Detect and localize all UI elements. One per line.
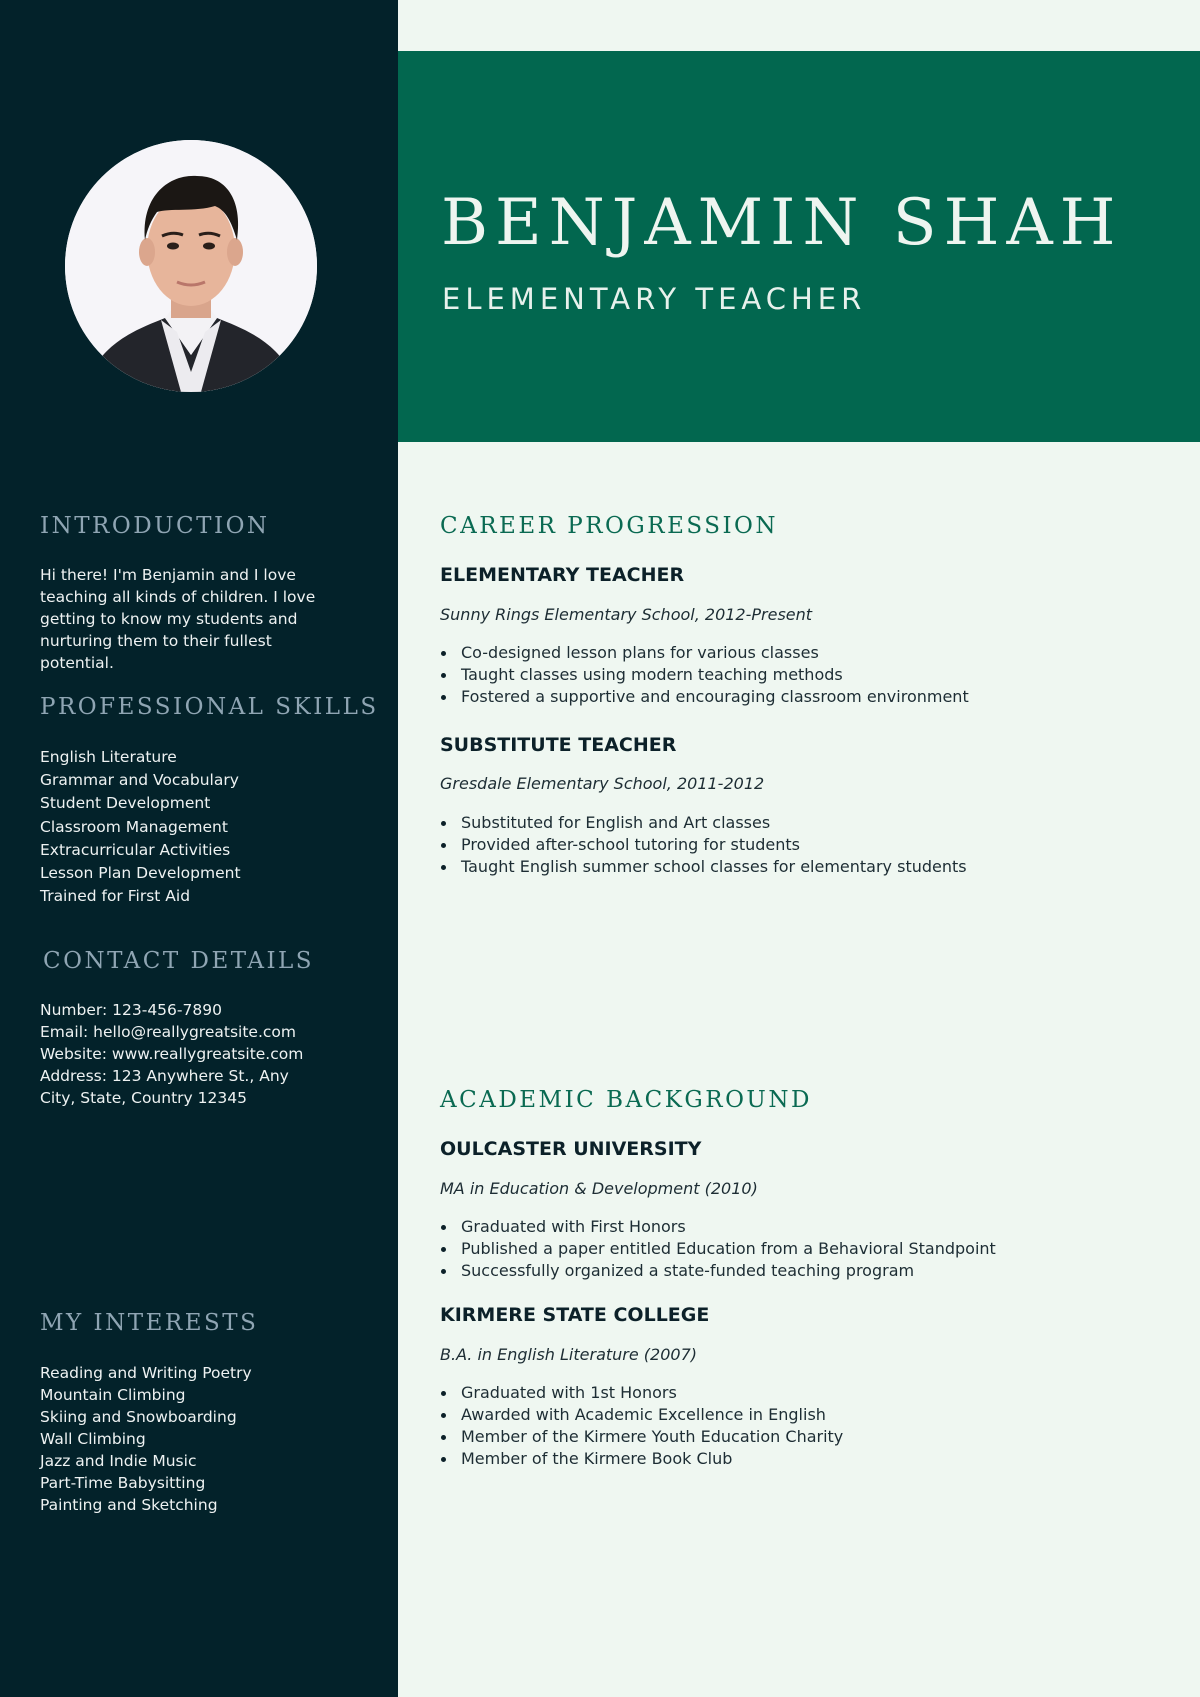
interest-item: Jazz and Indie Music [40, 1452, 197, 1470]
contact-number: Number: 123-456-7890 [40, 1001, 222, 1019]
interest-item: Painting and Sketching [40, 1496, 218, 1514]
skill-item: Grammar and Vocabulary [40, 771, 239, 790]
job-bullet: Taught English summer school classes for elementary students [440, 856, 967, 878]
job-bullets [440, 642, 969, 708]
job-bullet: Provided after-school tutoring for students [440, 834, 967, 856]
interest-item: Mountain Climbing [40, 1386, 186, 1404]
interests-heading: MY INTERESTS [40, 1310, 259, 1336]
job-bullet: Taught classes using modern teaching methods [440, 664, 969, 686]
profile-photo [65, 140, 317, 392]
job-title: ELEMENTARY TEACHER [440, 564, 685, 586]
job-bullet: Fostered a supportive and encouraging classroom environment [440, 686, 969, 708]
school-bullet: Published a paper entitled Education from a Behavioral Standpoint [440, 1238, 996, 1260]
job-bullets [440, 812, 967, 878]
introduction-text: Hi there! I'm Benjamin and I love teaching all kinds of children. I love getting to know my students and nurturing them to their fullest potential. [40, 566, 316, 672]
school-bullet: Member of the Kirmere Book Club [440, 1448, 843, 1470]
job-subtitle: Gresdale Elementary School, 2011-2012 [440, 774, 765, 793]
school-bullet: Member of the Kirmere Youth Education Charity [440, 1426, 843, 1448]
school-bullet: Graduated with First Honors [440, 1216, 996, 1238]
school-title: OULCASTER UNIVERSITY [440, 1138, 702, 1160]
skills-heading: PROFESSIONAL SKILLS [40, 694, 379, 720]
introduction-heading: INTRODUCTION [40, 513, 270, 539]
school-subtitle: MA in Education & Development (2010) [440, 1179, 758, 1198]
academic-heading: ACADEMIC BACKGROUND [440, 1087, 812, 1113]
interest-item: Reading and Writing Poetry [40, 1364, 252, 1382]
skill-item: English Literature [40, 748, 177, 766]
contact-address: Address: 123 Anywhere St., Any City, State, Country 12345 [40, 1067, 289, 1107]
skill-item: Lesson Plan Development [40, 864, 241, 883]
career-heading: CAREER PROGRESSION [440, 513, 779, 539]
job-bullet: Substituted for English and Art classes [440, 812, 967, 834]
school-bullet: Graduated with 1st Honors [440, 1382, 843, 1404]
candidate-name: BENJAMIN SHAH [441, 186, 1123, 260]
contact-email[interactable]: Email: hello@reallygreatsite.com [40, 1023, 296, 1041]
school-title: KIRMERE STATE COLLEGE [440, 1304, 710, 1326]
skills-list [40, 746, 241, 908]
contact-heading: CONTACT DETAILS [43, 948, 315, 974]
contact-details [40, 999, 310, 1109]
job-bullet: Co-designed lesson plans for various classes [440, 642, 969, 664]
interests-list [40, 1362, 252, 1516]
skill-item: Extracurricular Activities [40, 840, 231, 859]
interest-item: Skiing and Snowboarding [40, 1408, 237, 1426]
school-bullets [440, 1216, 996, 1282]
job-subtitle: Sunny Rings Elementary School, 2012-Present [440, 605, 813, 624]
school-bullet: Successfully organized a state-funded teaching program [440, 1260, 996, 1282]
skill-item: Classroom Management [40, 817, 228, 836]
skill-item: Trained for First Aid [40, 887, 191, 906]
school-bullet: Awarded with Academic Excellence in English [440, 1404, 843, 1426]
interest-item: Part-Time Babysitting [40, 1474, 206, 1492]
job-title: SUBSTITUTE TEACHER [440, 734, 677, 756]
candidate-role: ELEMENTARY TEACHER [442, 282, 867, 316]
school-bullets [440, 1382, 843, 1470]
contact-website[interactable]: Website: www.reallygreatsite.com [40, 1045, 304, 1063]
school-subtitle: B.A. in English Literature (2007) [440, 1345, 697, 1364]
skill-item: Student Development [40, 794, 211, 813]
interest-item: Wall Climbing [40, 1430, 146, 1448]
